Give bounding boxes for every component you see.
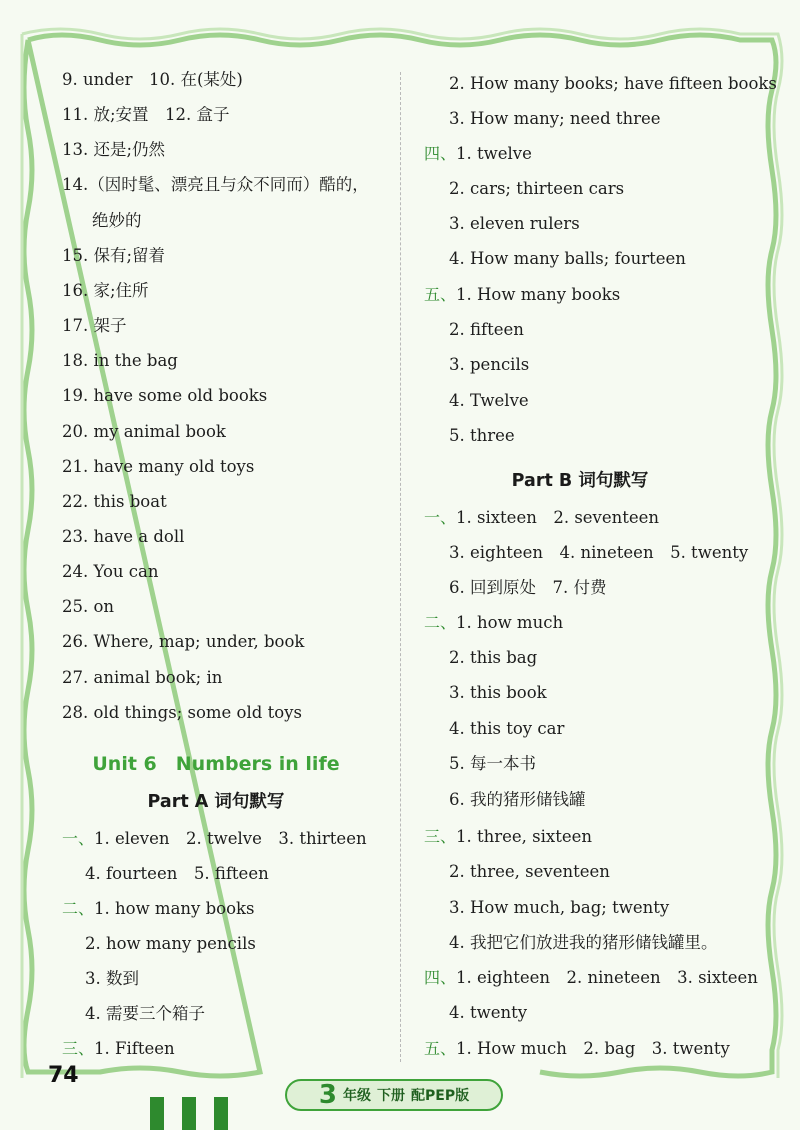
answer-line: [449, 390, 529, 412]
answer-line: [424, 507, 659, 529]
answer-text: 4. 需要三个箱子: [85, 1004, 205, 1023]
answer-text: 3. How many; need three: [449, 109, 661, 128]
answer-text: 13. 还是;仍然: [62, 140, 166, 160]
answer-text: 1. three, sixteen: [456, 827, 593, 846]
unit-title: Unit 6 Numbers in life: [92, 753, 340, 775]
grade-label: 年级: [343, 1088, 371, 1104]
answer-line: [449, 647, 537, 669]
answer-line: [62, 245, 165, 267]
answer-line: [449, 1002, 527, 1024]
answer-text: 绝妙的: [92, 210, 142, 230]
grade-number: 3: [318, 1080, 337, 1110]
column-divider: [400, 72, 401, 1062]
answer-line: [62, 491, 167, 513]
answer-text: 24. You can: [62, 562, 159, 582]
answer-text: 3. How much, bag; twenty: [449, 898, 670, 917]
answer-text: 3. 数到: [85, 969, 139, 988]
footer-bar: [150, 1097, 164, 1130]
answer-text: 4. this toy car: [449, 719, 565, 738]
answer-text: 11. 放;安置 12. 盒子: [62, 105, 230, 125]
answer-line: [62, 561, 158, 583]
answer-line: [62, 596, 114, 618]
part-b-title: Part B 词句默写: [511, 471, 649, 491]
section-marker: 一、: [62, 829, 95, 848]
answer-text: 19. have some old books: [62, 386, 268, 406]
section-marker: 四、: [424, 144, 457, 163]
answer-text: 15. 保有;留着: [62, 245, 166, 265]
answer-text: 16. 家;住所: [62, 280, 149, 300]
answer-text: 5. 每一本书: [449, 754, 536, 773]
answer-line: [449, 577, 606, 599]
answer-text: 3. this book: [449, 683, 547, 702]
answer-line: [92, 210, 142, 232]
answer-text: 4. twenty: [449, 1003, 528, 1022]
answer-text: 28. old things; some old toys: [62, 702, 302, 722]
page-number: 74: [48, 1063, 79, 1088]
answer-text: 25. on: [62, 597, 115, 617]
answer-line: [62, 1038, 175, 1060]
answer-text: 1. How many books: [456, 285, 621, 304]
answer-text: 2. how many pencils: [85, 934, 256, 953]
answer-text: 1. how much: [456, 613, 564, 632]
answer-line: [449, 789, 586, 811]
answer-line: [62, 104, 230, 126]
answer-line: [62, 421, 226, 443]
answer-line: [62, 667, 222, 689]
answer-line: [424, 143, 532, 165]
answer-line: [62, 139, 165, 161]
edition-label: 配PEP版: [411, 1088, 470, 1104]
volume-label: 下册: [377, 1088, 405, 1104]
answer-text: 1. Fifteen: [94, 1039, 175, 1058]
answer-text: 17. 架子: [62, 316, 127, 336]
answer-text: 3. pencils: [449, 355, 530, 374]
answer-text: 1. how many books: [94, 899, 255, 918]
answer-text: 6. 我的猪形储钱罐: [449, 790, 586, 809]
answer-text: 6. 回到原处 7. 付费: [449, 578, 607, 597]
answer-line: [62, 385, 267, 407]
footer-bar: [182, 1097, 196, 1130]
section-marker: 四、: [424, 968, 457, 987]
answer-line: [62, 174, 369, 196]
answer-text: 2. cars; thirteen cars: [449, 179, 625, 198]
answer-line: [449, 319, 524, 341]
section-marker: 三、: [424, 827, 457, 846]
answer-text: 21. have many old toys: [62, 456, 255, 476]
answer-line: [449, 108, 661, 130]
section-marker: 三、: [62, 1039, 95, 1058]
answer-text: 4. Twelve: [449, 391, 529, 410]
answer-line: [62, 702, 302, 724]
answer-line: [424, 1038, 730, 1060]
answer-line: [85, 968, 139, 990]
answer-line: [85, 863, 269, 885]
section-marker: 五、: [424, 1039, 457, 1058]
answer-line: [62, 526, 184, 548]
answer-line: [424, 612, 563, 634]
answer-text: 3. eleven rulers: [449, 214, 580, 233]
answer-line: [449, 682, 547, 704]
answer-text: 1. eleven 2. twelve 3. thirteen: [94, 829, 367, 848]
answer-text: 1. twelve: [456, 144, 532, 163]
answer-text: 20. my animal book: [62, 421, 226, 441]
part-a-title: Part A 词句默写: [147, 792, 285, 812]
answer-text: 5. three: [449, 426, 515, 445]
answer-line: [424, 284, 620, 306]
answer-line: [449, 354, 529, 376]
answer-text: 4. 我把它们放进我的猪形储钱罐里。: [449, 933, 718, 952]
answer-text: 27. animal book; in: [62, 667, 223, 687]
answer-text: 4. fourteen 5. fifteen: [85, 864, 269, 883]
answer-line: [62, 69, 243, 91]
answer-line: [449, 425, 515, 447]
answer-text: 23. have a doll: [62, 526, 185, 546]
answer-line: [85, 1003, 205, 1025]
answer-line: [62, 898, 255, 920]
answer-line: [62, 631, 304, 653]
answer-line: [62, 456, 254, 478]
answer-line: [62, 315, 127, 337]
answer-line: [449, 178, 624, 200]
answer-line: [62, 828, 367, 850]
answer-line: [449, 718, 564, 740]
footer-bar: [214, 1097, 228, 1130]
answer-line: [62, 350, 178, 372]
answer-line: [424, 967, 758, 989]
section-marker: 五、: [424, 285, 457, 304]
answer-line: [424, 826, 592, 848]
section-marker: 二、: [424, 613, 457, 632]
grade-badge: [285, 1079, 503, 1111]
answer-line: [449, 248, 686, 270]
answer-text: 9. under 10. 在(某处): [62, 70, 243, 89]
answer-line: [449, 861, 610, 883]
answer-text: 3. eighteen 4. nineteen 5. twenty: [449, 543, 749, 562]
answer-text: 2. this bag: [449, 648, 538, 667]
answer-text: 2. How many books; have fifteen books: [449, 74, 777, 93]
answer-text: 1. How much 2. bag 3. twenty: [456, 1039, 730, 1058]
answer-text: 18. in the bag: [62, 351, 178, 371]
answer-text: 26. Where, map; under, book: [62, 632, 305, 652]
answer-line: [449, 542, 748, 564]
answer-line: [449, 753, 536, 775]
answer-text: 2. fifteen: [449, 320, 524, 339]
answer-line: [449, 897, 669, 919]
answer-line: [449, 213, 580, 235]
answer-text: 14.（因时髦、漂亮且与众不同而）酷的，: [62, 175, 369, 195]
answer-text: 22. this boat: [62, 491, 167, 511]
answer-line: [449, 932, 718, 954]
answer-text: 1. eighteen 2. nineteen 3. sixteen: [456, 968, 758, 987]
answer-text: 2. three, seventeen: [449, 862, 610, 881]
answer-text: 4. How many balls; fourteen: [449, 249, 686, 268]
section-marker: 二、: [62, 899, 95, 918]
answer-line: [449, 73, 777, 95]
answer-line: [62, 280, 149, 302]
answer-line: [85, 933, 256, 955]
answer-text: 1. sixteen 2. seventeen: [456, 508, 660, 527]
section-marker: 一、: [424, 508, 457, 527]
